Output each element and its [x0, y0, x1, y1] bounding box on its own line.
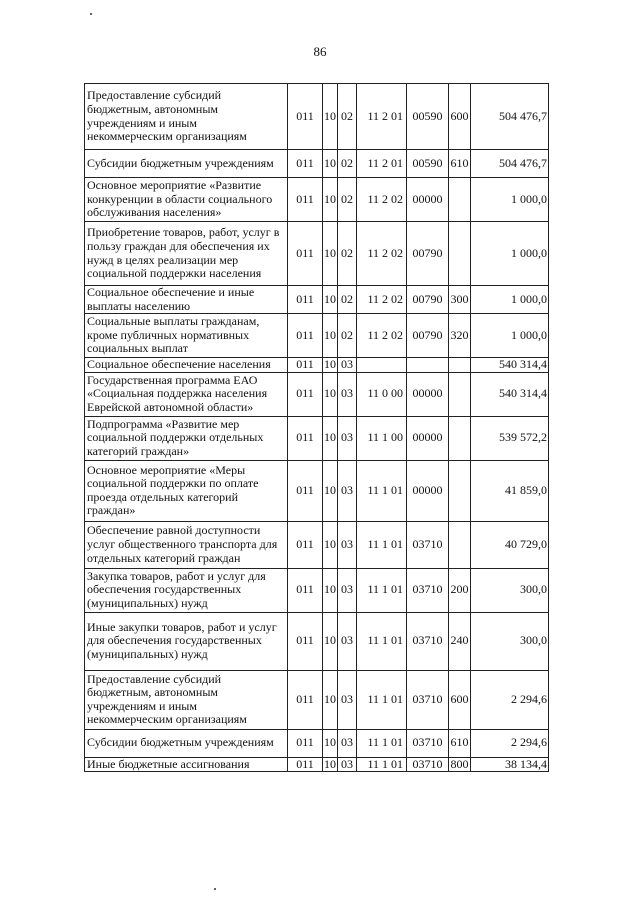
budget-table — [84, 83, 549, 772]
scan-speck — [214, 888, 216, 890]
table-row — [85, 358, 549, 373]
row-code: 011 — [288, 222, 323, 286]
row-expense-type — [449, 372, 471, 416]
row-amount: 1 000,0 — [471, 222, 549, 286]
row-code: 011 — [288, 612, 323, 670]
row-amount: 1 000,0 — [471, 178, 549, 222]
table-row — [85, 460, 549, 521]
row-section: 10 — [323, 84, 338, 150]
row-name: Обеспечение равной доступности услуг общественного транспорта для отдельных категорий граждан — [85, 521, 288, 568]
row-name: Государственная программа ЕАО «Социальная поддержка населения Еврейской автономной области» — [85, 372, 288, 416]
row-name: Подпрограмма «Развитие мер социальной поддержки отдельных категорий граждан» — [85, 416, 288, 460]
row-subsection: 03 — [338, 612, 357, 670]
row-subsection: 02 — [338, 84, 357, 150]
row-expense-type — [449, 358, 471, 373]
row-expense-type: 610 — [449, 729, 471, 757]
row-amount: 504 476,7 — [471, 84, 549, 150]
scan-speck — [90, 13, 92, 15]
row-expense-type — [449, 521, 471, 568]
table-row — [85, 150, 549, 178]
row-target-program: 11 2 01 — [357, 150, 407, 178]
row-section: 10 — [323, 222, 338, 286]
row-expense-type: 600 — [449, 670, 471, 729]
row-amount: 539 572,2 — [471, 416, 549, 460]
table-row — [85, 84, 549, 150]
row-amount: 38 134,4 — [471, 757, 549, 772]
table-row — [85, 372, 549, 416]
row-expense-type — [449, 222, 471, 286]
row-target-direction: 00790 — [407, 286, 449, 314]
row-subsection: 02 — [338, 314, 357, 358]
row-code: 011 — [288, 314, 323, 358]
table-row — [85, 286, 549, 314]
row-section: 10 — [323, 150, 338, 178]
row-target-program: 11 1 01 — [357, 521, 407, 568]
row-code: 011 — [288, 521, 323, 568]
row-expense-type — [449, 178, 471, 222]
row-target-program: 11 1 00 — [357, 416, 407, 460]
row-name: Иные бюджетные ассигнования — [85, 757, 288, 772]
row-code: 011 — [288, 670, 323, 729]
row-subsection: 02 — [338, 286, 357, 314]
row-name: Закупка товаров, работ и услуг для обеспечения государственных (муниципальных) нужд — [85, 568, 288, 612]
row-subsection: 03 — [338, 460, 357, 521]
row-section: 10 — [323, 612, 338, 670]
row-expense-type: 240 — [449, 612, 471, 670]
row-subsection: 03 — [338, 358, 357, 373]
table-row — [85, 757, 549, 772]
table-row — [85, 670, 549, 729]
row-section: 10 — [323, 568, 338, 612]
row-code: 011 — [288, 460, 323, 521]
row-target-program: 11 2 02 — [357, 222, 407, 286]
row-target-direction: 00000 — [407, 178, 449, 222]
row-section: 10 — [323, 729, 338, 757]
row-target-program: 11 2 02 — [357, 178, 407, 222]
row-amount: 40 729,0 — [471, 521, 549, 568]
row-expense-type: 610 — [449, 150, 471, 178]
row-section: 10 — [323, 416, 338, 460]
page-number: 86 — [313, 44, 327, 59]
row-name: Предоставление субсидий бюджетным, автономным учреждениям и иным некоммерческим организациям — [85, 84, 288, 150]
row-target-program: 11 2 02 — [357, 314, 407, 358]
row-target-program: 11 1 01 — [357, 757, 407, 772]
row-name: Социальное обеспечение населения — [85, 358, 288, 373]
row-name: Социальные выплаты гражданам, кроме публичных нормативных социальных выплат — [85, 314, 288, 358]
row-section: 10 — [323, 460, 338, 521]
row-expense-type: 200 — [449, 568, 471, 612]
row-amount: 2 294,6 — [471, 670, 549, 729]
table-row — [85, 222, 549, 286]
row-section: 10 — [323, 372, 338, 416]
row-target-direction: 03710 — [407, 568, 449, 612]
row-target-direction: 00590 — [407, 84, 449, 150]
row-amount: 41 859,0 — [471, 460, 549, 521]
row-code: 011 — [288, 84, 323, 150]
row-target-program: 11 0 00 — [357, 372, 407, 416]
row-name: Иные закупки товаров, работ и услуг для обеспечения государственных (муниципальных) нужд — [85, 612, 288, 670]
row-subsection: 03 — [338, 372, 357, 416]
row-target-direction: 00000 — [407, 460, 449, 521]
table-row — [85, 612, 549, 670]
row-subsection: 03 — [338, 521, 357, 568]
row-target-program: 11 1 01 — [357, 612, 407, 670]
row-code: 011 — [288, 757, 323, 772]
row-code: 011 — [288, 150, 323, 178]
row-expense-type: 300 — [449, 286, 471, 314]
row-subsection: 02 — [338, 222, 357, 286]
row-subsection: 03 — [338, 416, 357, 460]
row-target-program: 11 2 01 — [357, 84, 407, 150]
table-row — [85, 568, 549, 612]
row-target-direction: 03710 — [407, 729, 449, 757]
row-code: 011 — [288, 358, 323, 373]
row-section: 10 — [324, 357, 336, 372]
row-target-direction: 03710 — [407, 757, 449, 772]
row-expense-type: 600 — [449, 84, 471, 150]
row-subsection: 03 — [338, 757, 357, 772]
row-target-direction: 00790 — [407, 314, 449, 358]
row-name: Субсидии бюджетным учреждениям — [85, 729, 288, 757]
row-section: 10 — [323, 314, 338, 358]
row-section: 10 — [324, 757, 336, 771]
row-target-direction — [407, 358, 449, 373]
row-amount: 540 314,4 — [471, 358, 549, 373]
table-row — [85, 314, 549, 358]
row-amount: 300,0 — [471, 612, 549, 670]
row-code: 011 — [288, 568, 323, 612]
row-name: Приобретение товаров, работ, услуг в пользу граждан для обеспечения их нужд в целях реализации мер социальной поддержки населения — [85, 222, 288, 286]
row-subsection: 03 — [338, 670, 357, 729]
row-amount: 540 314,4 — [471, 372, 549, 416]
row-subsection: 03 — [338, 729, 357, 757]
row-section: 10 — [323, 286, 338, 314]
row-target-program: 11 1 01 — [357, 568, 407, 612]
row-code: 011 — [288, 416, 323, 460]
row-section: 10 — [323, 178, 338, 222]
row-expense-type: 800 — [450, 757, 469, 771]
row-target-direction: 00790 — [407, 222, 449, 286]
row-section: 10 — [323, 670, 338, 729]
row-name: Субсидии бюджетным учреждениям — [85, 150, 288, 178]
row-section: 10 — [323, 521, 338, 568]
row-target-direction: 03710 — [407, 521, 449, 568]
row-name: Основное мероприятие «Развитие конкуренции в области социального обслуживания населения» — [85, 178, 288, 222]
row-amount: 2 294,6 — [471, 729, 549, 757]
row-name: Предоставление субсидий бюджетным, автономным учреждениям и иным некоммерческим организациям — [85, 670, 288, 729]
row-subsection: 03 — [338, 568, 357, 612]
table-row — [85, 178, 549, 222]
row-subsection: 02 — [338, 178, 357, 222]
row-target-direction: 03710 — [407, 612, 449, 670]
row-code: 011 — [288, 178, 323, 222]
table-row — [85, 729, 549, 757]
row-target-direction: 00590 — [407, 150, 449, 178]
row-amount: 1 000,0 — [471, 286, 549, 314]
row-subsection: 02 — [338, 150, 357, 178]
row-amount: 1 000,0 — [471, 314, 549, 358]
row-target-program — [357, 358, 407, 373]
row-target-direction: 00000 — [407, 372, 449, 416]
row-code: 011 — [288, 372, 323, 416]
row-target-program: 11 1 01 — [357, 729, 407, 757]
row-target-program: 11 2 02 — [357, 286, 407, 314]
row-code: 011 — [288, 286, 323, 314]
row-name: Основное мероприятие «Меры социальной поддержки по оплате проезда отдельных категорий граждан» — [85, 460, 288, 521]
row-expense-type — [449, 416, 471, 460]
row-expense-type — [449, 460, 471, 521]
row-target-program: 11 1 01 — [357, 670, 407, 729]
row-name: Социальное обеспечение и иные выплаты населению — [85, 286, 288, 314]
row-expense-type: 320 — [449, 314, 471, 358]
row-amount: 504 476,7 — [471, 150, 549, 178]
row-code: 011 — [288, 729, 323, 757]
row-amount: 300,0 — [471, 568, 549, 612]
row-target-direction: 00000 — [407, 416, 449, 460]
table-row — [85, 521, 549, 568]
row-target-direction: 03710 — [407, 670, 449, 729]
table-row — [85, 416, 549, 460]
row-target-program: 11 1 01 — [357, 460, 407, 521]
